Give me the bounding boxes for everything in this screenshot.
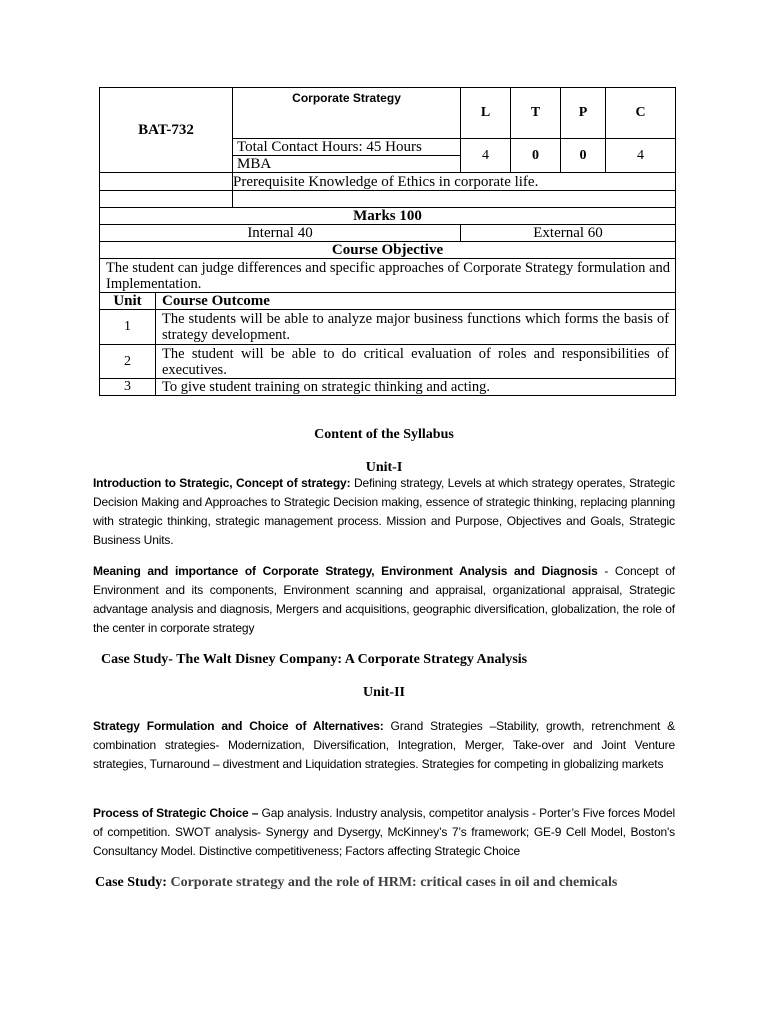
outcome-text: To give student training on strategic thinking and acting. — [156, 379, 676, 396]
objective-heading: Course Objective — [100, 242, 676, 259]
prerequisite-blank — [100, 173, 233, 191]
paragraph-lead: Meaning and importance of Corporate Strategy, Environment Analysis and Diagnosis — [93, 564, 598, 578]
ltpc-value-p: 0 — [561, 139, 606, 173]
syllabus-heading: Content of the Syllabus — [314, 427, 454, 442]
course-info-table — [99, 87, 676, 396]
paragraph-body: Gap analysis. Industry analysis, competitor analysis - Porter’s Five forces Model of competition. SWOT analysis- Synergy and Dysergy, McKinney’s 7’s framework; GE-9 Cell Model, Boston's Consultancy Model. Distinctive competitiveness; Factors affecting Strategic Choice — [93, 806, 676, 858]
course-title: Corporate Strategy — [233, 88, 461, 139]
ltpc-value-t: 0 — [511, 139, 561, 173]
paragraph-lead: Introduction to Strategic, Concept of strategy: — [93, 476, 351, 490]
case-study-text: Corporate strategy and the role of HRM: critical cases in oil and chemicals — [166, 875, 618, 890]
contact-hours: Total Contact Hours: 45 Hours — [233, 139, 461, 156]
unit-2-title: Unit-II — [362, 685, 405, 700]
outcome-unit: 2 — [100, 345, 156, 379]
ltpc-header-p: P — [561, 88, 606, 139]
ltpc-header-c: C — [606, 88, 676, 139]
unit-2-case-study — [95, 874, 655, 891]
table-row — [100, 310, 676, 345]
objective-text: The student can judge differences and specific approaches of Corporate Strategy formulation and Implementation. — [100, 259, 676, 293]
blank-cell — [100, 191, 233, 208]
marks-external: External 60 — [461, 225, 676, 242]
outcome-unit: 1 — [100, 310, 156, 345]
program-name: MBA — [233, 156, 461, 173]
outcome-text: The student will be able to do critical evaluation of roles and responsibilities of executives. — [156, 345, 676, 379]
paragraph-body: Grand Strategies –Stability, growth, retrenchment & combination strategies- Modernization, Diversification, Integration, Merger, Take-over and Joint Venture strategies, Turnaround – divestment and Liquidation strategies. Strategies for competing in globalizing markets — [93, 719, 675, 771]
paragraph-body: Defining strategy, Levels at which strategy operates, Strategic Decision Making and Approaches to Strategic Decision making, essence of strategic thinking, replacing planning with strategic thinking, strategic management process. Mission and Purpose, Objectives and Goals, Strategic Business Units. — [93, 476, 675, 547]
unit-2-paragraph-1 — [93, 717, 675, 774]
outcome-column-header: Course Outcome — [156, 293, 676, 310]
paragraph-lead: Strategy Formulation and Choice of Alternatives: — [93, 719, 384, 733]
ltpc-value-c: 4 — [606, 139, 676, 173]
unit-column-header: Unit — [100, 293, 156, 310]
unit-1-title: Unit-I — [365, 460, 403, 475]
table-row — [100, 379, 676, 396]
marks-total: Marks 100 — [100, 208, 676, 225]
prerequisite: Prerequisite Knowledge of Ethics in corporate life. — [233, 173, 676, 191]
course-code: BAT-732 — [100, 88, 233, 173]
paragraph-lead: Process of Strategic Choice – — [93, 806, 259, 820]
case-study-label: Case Study: — [95, 875, 167, 890]
unit-1-case-study: Case Study- The Walt Disney Company: A Corporate Strategy Analysis — [101, 652, 528, 667]
paragraph-body: - Concept of Environment and its components, Environment scanning and appraisal, organizational appraisal, Strategic advantage analysis and diagnosis, Mergers and acquisitions, geographic diversification, globalization, the role of the center in corporate strategy — [93, 564, 675, 635]
marks-internal: Internal 40 — [100, 225, 461, 242]
ltpc-header-l: L — [461, 88, 511, 139]
unit-1-paragraph-1 — [93, 474, 675, 550]
table-row — [100, 345, 676, 379]
blank-cell — [233, 191, 676, 208]
ltpc-header-t: T — [511, 88, 561, 139]
unit-2-paragraph-2 — [93, 804, 675, 861]
outcome-unit: 3 — [100, 379, 156, 396]
unit-1-paragraph-2 — [93, 562, 675, 638]
outcome-text: The students will be able to analyze major business functions which forms the basis of strategy development. — [156, 310, 676, 345]
ltpc-value-l: 4 — [461, 139, 511, 173]
